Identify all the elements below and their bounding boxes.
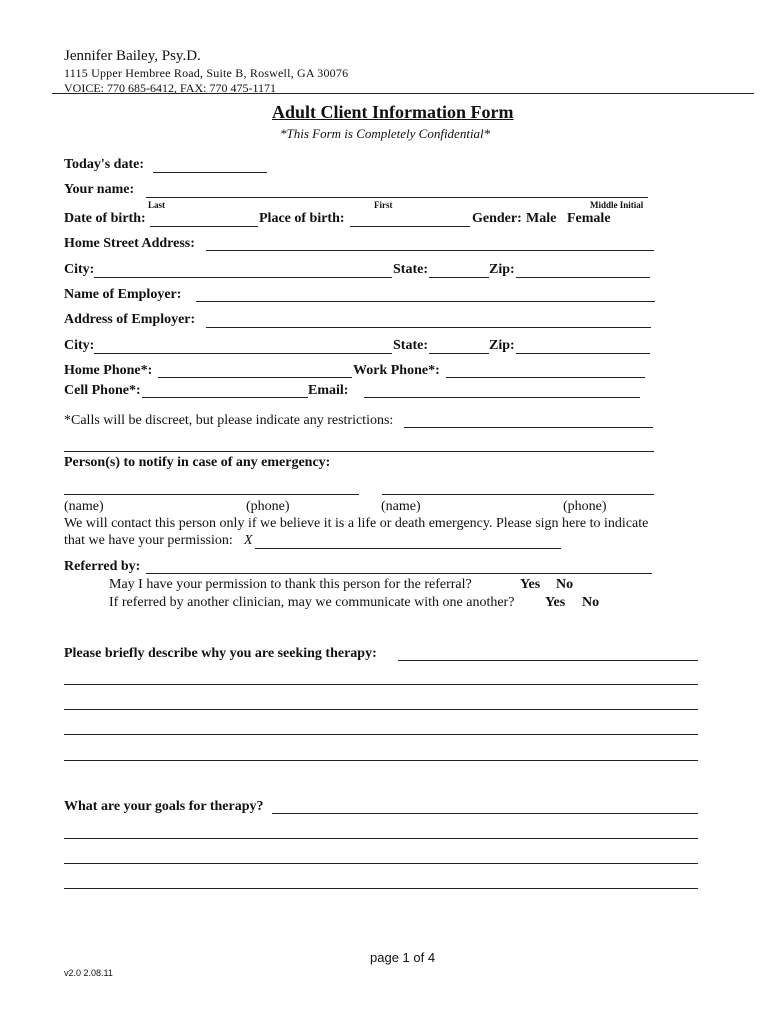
referral-thanks-yes[interactable]: Yes xyxy=(520,577,541,592)
therapy-goals-label: What are your goals for therapy? xyxy=(64,799,264,814)
emergency-contact-2-field[interactable] xyxy=(382,494,654,495)
therapy-goals-field-2[interactable] xyxy=(64,838,698,839)
name-last-caption: Last xyxy=(148,200,166,210)
emergency-note-line-1: We will contact this person only if we believe it is a life or death emergency. Please sign here to indicate xyxy=(64,516,649,531)
referral-communicate-question: If referred by another clinician, may we communicate with one another? xyxy=(109,595,515,610)
todays-date-field[interactable] xyxy=(153,172,267,173)
employer-zip-label: Zip: xyxy=(489,338,515,353)
page-number: page 1 of 4 xyxy=(370,950,436,965)
form-title: Adult Client Information Form xyxy=(272,102,514,122)
name-middle-caption: Middle Initial xyxy=(590,200,644,210)
referred-by-label: Referred by: xyxy=(64,559,141,574)
home-street-address-label: Home Street Address: xyxy=(64,236,195,251)
referral-thanks-question: May I have your permission to thank this person for the referral? xyxy=(109,577,472,592)
cell-phone-label: Cell Phone*: xyxy=(64,383,141,398)
email-field[interactable] xyxy=(364,397,640,398)
emergency-note-line-2: that we have your permission: xyxy=(64,533,233,548)
employer-city-field[interactable] xyxy=(94,353,392,354)
signature-x-mark: X xyxy=(244,533,253,548)
referral-communicate-no[interactable]: No xyxy=(582,595,600,610)
name-of-employer-field[interactable] xyxy=(196,301,655,302)
calls-restrictions-label: *Calls will be discreet, but please indicate any restrictions: xyxy=(64,413,394,428)
address-of-employer-label: Address of Employer: xyxy=(64,312,196,327)
employer-state-label: State: xyxy=(393,338,428,353)
practice-address: 1115 Upper Hembree Road, Suite B, Roswell, GA 30076 xyxy=(64,66,349,80)
emergency-contact-1-field[interactable] xyxy=(64,494,359,495)
state-field[interactable] xyxy=(429,277,489,278)
todays-date-label: Today's date: xyxy=(64,157,145,172)
emergency-phone-2-caption: (phone) xyxy=(563,499,607,514)
therapy-goals-field[interactable] xyxy=(272,813,698,814)
cell-phone-field[interactable] xyxy=(142,397,308,398)
therapy-goals-field-4[interactable] xyxy=(64,888,698,889)
work-phone-label: Work Phone*: xyxy=(353,363,440,378)
emergency-name-1-caption: (name) xyxy=(64,499,104,514)
emergency-heading: Person(s) to notify in case of any emergency: xyxy=(64,455,331,470)
practitioner-name: Jennifer Bailey, Psy.D. xyxy=(64,48,201,64)
zip-label: Zip: xyxy=(489,262,515,277)
home-street-address-field[interactable] xyxy=(206,250,654,251)
name-first-caption: First xyxy=(374,200,393,210)
zip-field[interactable] xyxy=(516,277,650,278)
home-phone-field[interactable] xyxy=(158,377,352,378)
your-name-field[interactable] xyxy=(146,197,648,198)
address-of-employer-field[interactable] xyxy=(206,327,651,328)
therapy-reason-label: Please briefly describe why you are seeking therapy: xyxy=(64,646,377,661)
therapy-reason-field-2[interactable] xyxy=(64,684,698,685)
therapy-reason-field-4[interactable] xyxy=(64,734,698,735)
gender-male-option[interactable]: Male xyxy=(526,211,557,226)
therapy-goals-field-3[interactable] xyxy=(64,863,698,864)
gender-female-option[interactable]: Female xyxy=(567,211,611,226)
date-of-birth-field[interactable] xyxy=(150,226,258,227)
work-phone-field[interactable] xyxy=(446,377,645,378)
emergency-signature-field[interactable] xyxy=(255,548,561,549)
referral-communicate-yes[interactable]: Yes xyxy=(545,595,566,610)
calls-restrictions-field-2[interactable] xyxy=(64,451,654,452)
name-of-employer-label: Name of Employer: xyxy=(64,287,182,302)
place-of-birth-field[interactable] xyxy=(350,226,470,227)
date-of-birth-label: Date of birth: xyxy=(64,211,146,226)
home-phone-label: Home Phone*: xyxy=(64,363,153,378)
employer-zip-field[interactable] xyxy=(516,353,650,354)
referral-thanks-no[interactable]: No xyxy=(556,577,574,592)
therapy-reason-field-3[interactable] xyxy=(64,709,698,710)
your-name-label: Your name: xyxy=(64,182,135,197)
practice-contact: VOICE: 770 685-6412, FAX: 770 475-1171 xyxy=(64,81,276,95)
referred-by-field[interactable] xyxy=(146,573,652,574)
city-field[interactable] xyxy=(94,277,392,278)
letterhead-divider xyxy=(52,93,754,94)
city-label: City: xyxy=(64,262,95,277)
emergency-name-2-caption: (name) xyxy=(381,499,421,514)
form-version: v2.0 2.08.11 xyxy=(64,968,113,978)
employer-city-label: City: xyxy=(64,338,95,353)
calls-restrictions-field[interactable] xyxy=(404,427,653,428)
employer-state-field[interactable] xyxy=(429,353,489,354)
state-label: State: xyxy=(393,262,428,277)
emergency-phone-1-caption: (phone) xyxy=(246,499,290,514)
therapy-reason-field[interactable] xyxy=(398,660,698,661)
gender-label: Gender: xyxy=(472,211,522,226)
form-subtitle: *This Form is Completely Confidential* xyxy=(280,126,491,141)
place-of-birth-label: Place of birth: xyxy=(259,211,345,226)
therapy-reason-field-5[interactable] xyxy=(64,760,698,761)
email-label: Email: xyxy=(308,383,349,398)
